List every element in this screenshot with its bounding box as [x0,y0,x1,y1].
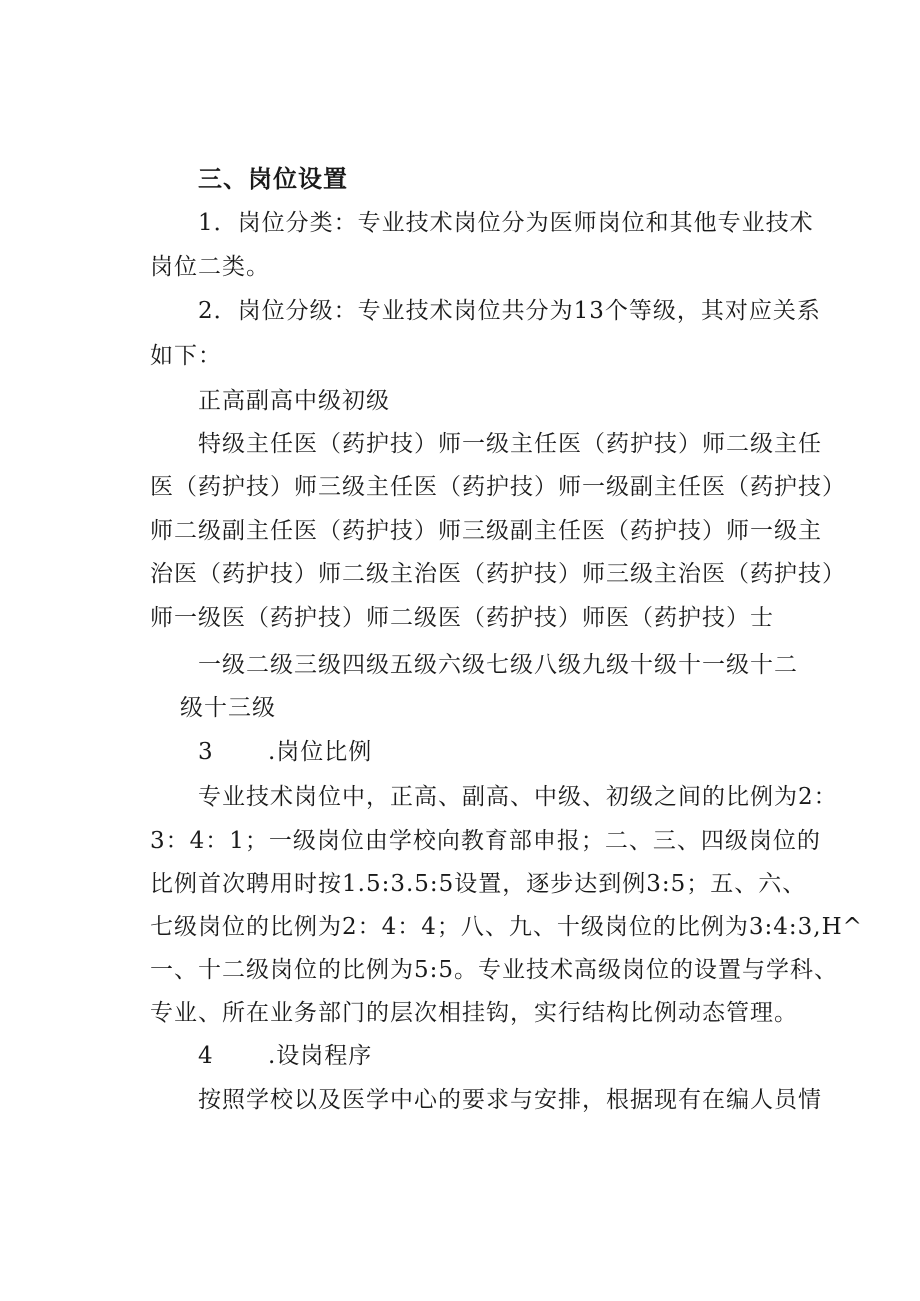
ratio-line-4: 七级岗位的比例为2：4：4；八、九、十级岗位的比例为3:4:3,H^ [150,914,863,940]
titles-line-3: 师二级副主任医（药护技）师三级副主任医（药护技）师一级主 [150,518,822,544]
item4-number: 4 [198,1043,214,1069]
item3-number: 3 [198,739,214,765]
titles-line-1: 特级主任医（药护技）师一级主任医（药护技）师二级主任 [198,431,822,457]
ratio-line-6: 专业、所在业务部门的层次相挂钩，实行结构比例动态管理。 [150,1000,798,1026]
grades-header: 正高副高中级初级 [198,388,390,414]
ratio-line-2: 3：4：1；一级岗位由学校向教育部申报；二、三、四级岗位的 [150,828,821,854]
titles-line-5: 师一级医（药护技）师二级医（药护技）师医（药护技）士 [150,605,774,631]
levels-line-2: 级十三级 [180,695,276,721]
item3-heading [198,737,372,767]
titles-line-2: 医（药护技）师三级主任医（药护技）师一级副主任医（药护技） [150,474,846,500]
titles-line-4: 治医（药护技）师二级主治医（药护技）师三级主治医（药护技） [150,561,846,587]
item1-line2: 岗位二类。 [150,254,270,280]
item1-line1: 1．岗位分类：专业技术岗位分为医师岗位和其他专业技术 [198,210,814,236]
section-heading: 三、岗位设置 [198,165,348,193]
item2-line1: 2．岗位分级：专业技术岗位共分为13个等级，其对应关系 [198,298,821,324]
item4-title: .设岗程序 [268,1043,373,1069]
item3-title: .岗位比例 [268,739,373,765]
ratio-line-5: 一、十二级岗位的比例为5:5。专业技术高级岗位的设置与学科、 [150,957,839,983]
ratio-line-3: 比例首次聘用时按1.5:3.5:5设置，逐步达到例3:5；五、六、 [150,871,807,897]
item2-line2: 如下： [150,343,222,369]
levels-line-1: 一级二级三级四级五级六级七级八级九级十级十一级十二 [198,652,798,678]
procedure-line-1: 按照学校以及医学中心的要求与安排，根据现有在编人员情 [198,1087,822,1113]
item4-heading [198,1041,372,1071]
ratio-line-1: 专业技术岗位中，正高、副高、中级、初级之间的比例为2： [198,784,838,810]
